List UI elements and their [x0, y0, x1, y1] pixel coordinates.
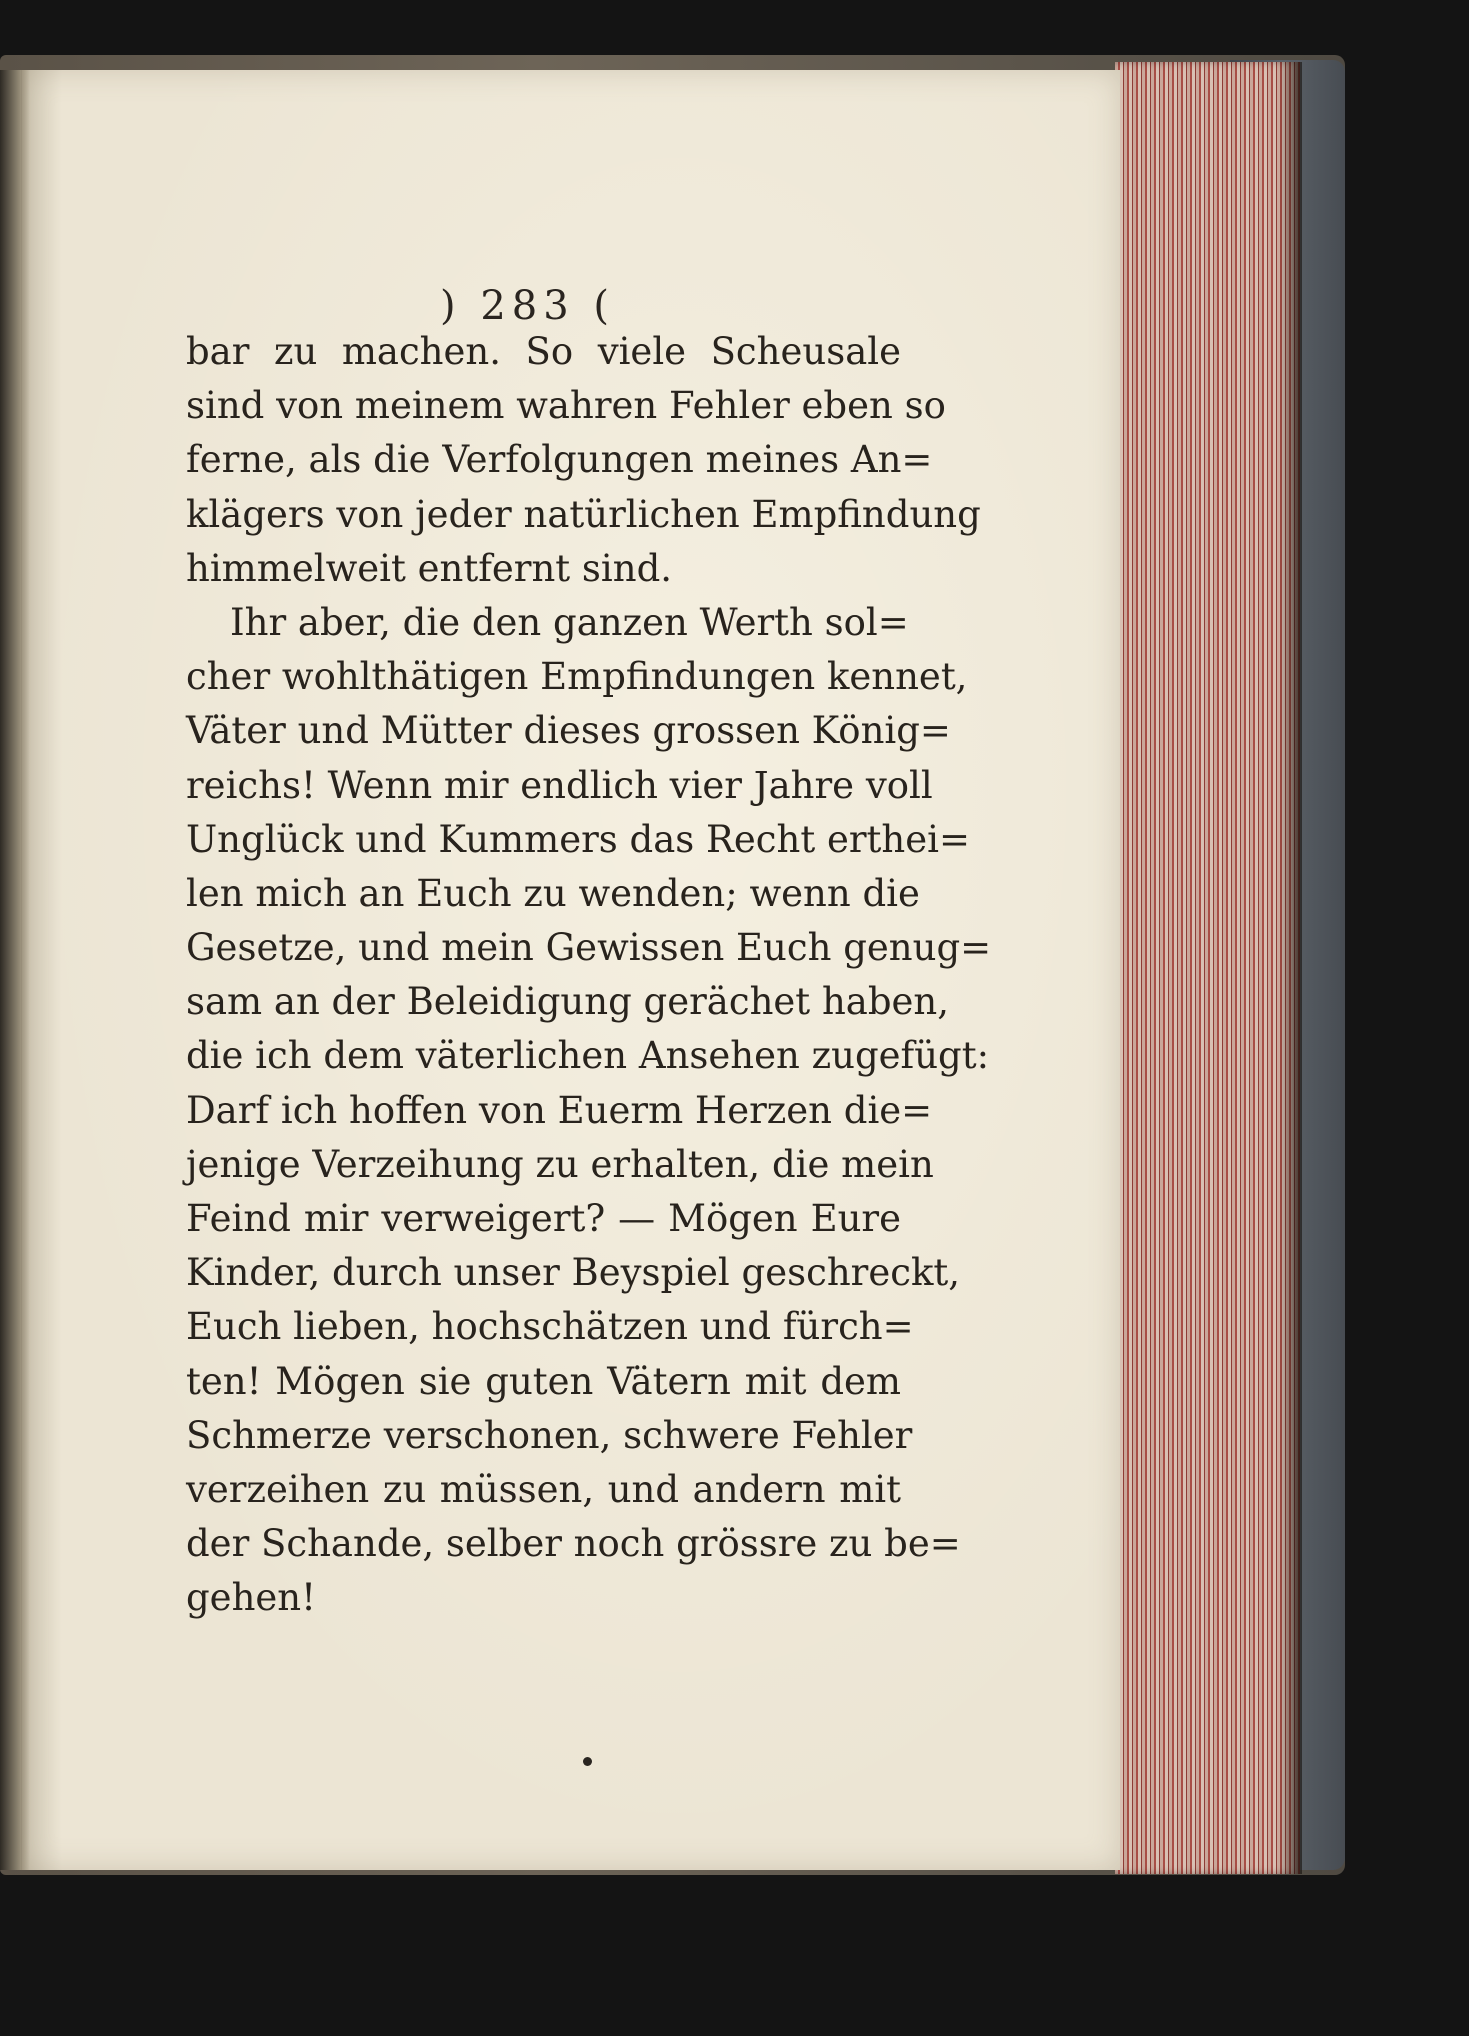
text-line: ferne, als die Verfolgungen meines An= — [186, 438, 933, 482]
text-line: himmelweit entfernt sind. — [186, 546, 673, 590]
page-number-header: ) 283 ( — [440, 283, 615, 329]
text-line: Unglück und Kummers das Recht erthei= — [186, 817, 970, 861]
page-edges-shadow — [1280, 62, 1302, 1874]
ornament-dot — [583, 1757, 592, 1766]
text-line: Schmerze verschonen, schwere Fehler — [186, 1413, 913, 1457]
text-line: Kinder, durch unser Beyspiel geschreckt, — [186, 1251, 961, 1295]
text-line: Darf ich hoffen von Euerm Herzen die= — [186, 1088, 933, 1132]
text-line: ten! Mögen sie guten Vätern mit dem — [186, 1359, 901, 1403]
text-line: gehen! — [186, 1576, 317, 1620]
page-edges — [1115, 62, 1300, 1874]
text-line: bar zu machen. So viele Scheusale — [186, 330, 901, 373]
text-line: klägers von jeder natürlichen Empfindung — [186, 492, 981, 536]
text-line: Feind mir verweigert? — Mögen Eure — [186, 1197, 901, 1240]
text-line: die ich dem väterlichen Ansehen zugefügt: — [186, 1034, 990, 1078]
text-line: sam an der Beleidigung gerächet haben, — [186, 980, 949, 1024]
text-line: Euch lieben, hochschätzen und fürch= — [186, 1305, 914, 1349]
text-line: jenige Verzeihung zu erhalten, die mein — [186, 1142, 934, 1186]
text-line: Ihr aber, die den ganzen Werth sol= — [230, 600, 909, 644]
text-line: Väter und Mütter dieses grossen König= — [186, 709, 951, 753]
text-line: len mich an Euch zu wenden; wenn die — [186, 871, 920, 915]
text-line: reichs! Wenn mir endlich vier Jahre voll — [186, 763, 933, 807]
text-line: verzeihen zu müssen, und andern mit — [186, 1467, 901, 1511]
text-line: cher wohlthätigen Empfindungen kennet, — [186, 655, 968, 699]
text-line: Gesetze, und mein Gewissen Euch genug= — [186, 926, 992, 970]
page-gutter — [0, 70, 30, 1870]
text-line: sind von meinem wahren Fehler eben so — [186, 384, 946, 428]
text-line: der Schande, selber noch grössre zu be= — [186, 1522, 961, 1566]
page-body-text — [186, 325, 992, 1626]
